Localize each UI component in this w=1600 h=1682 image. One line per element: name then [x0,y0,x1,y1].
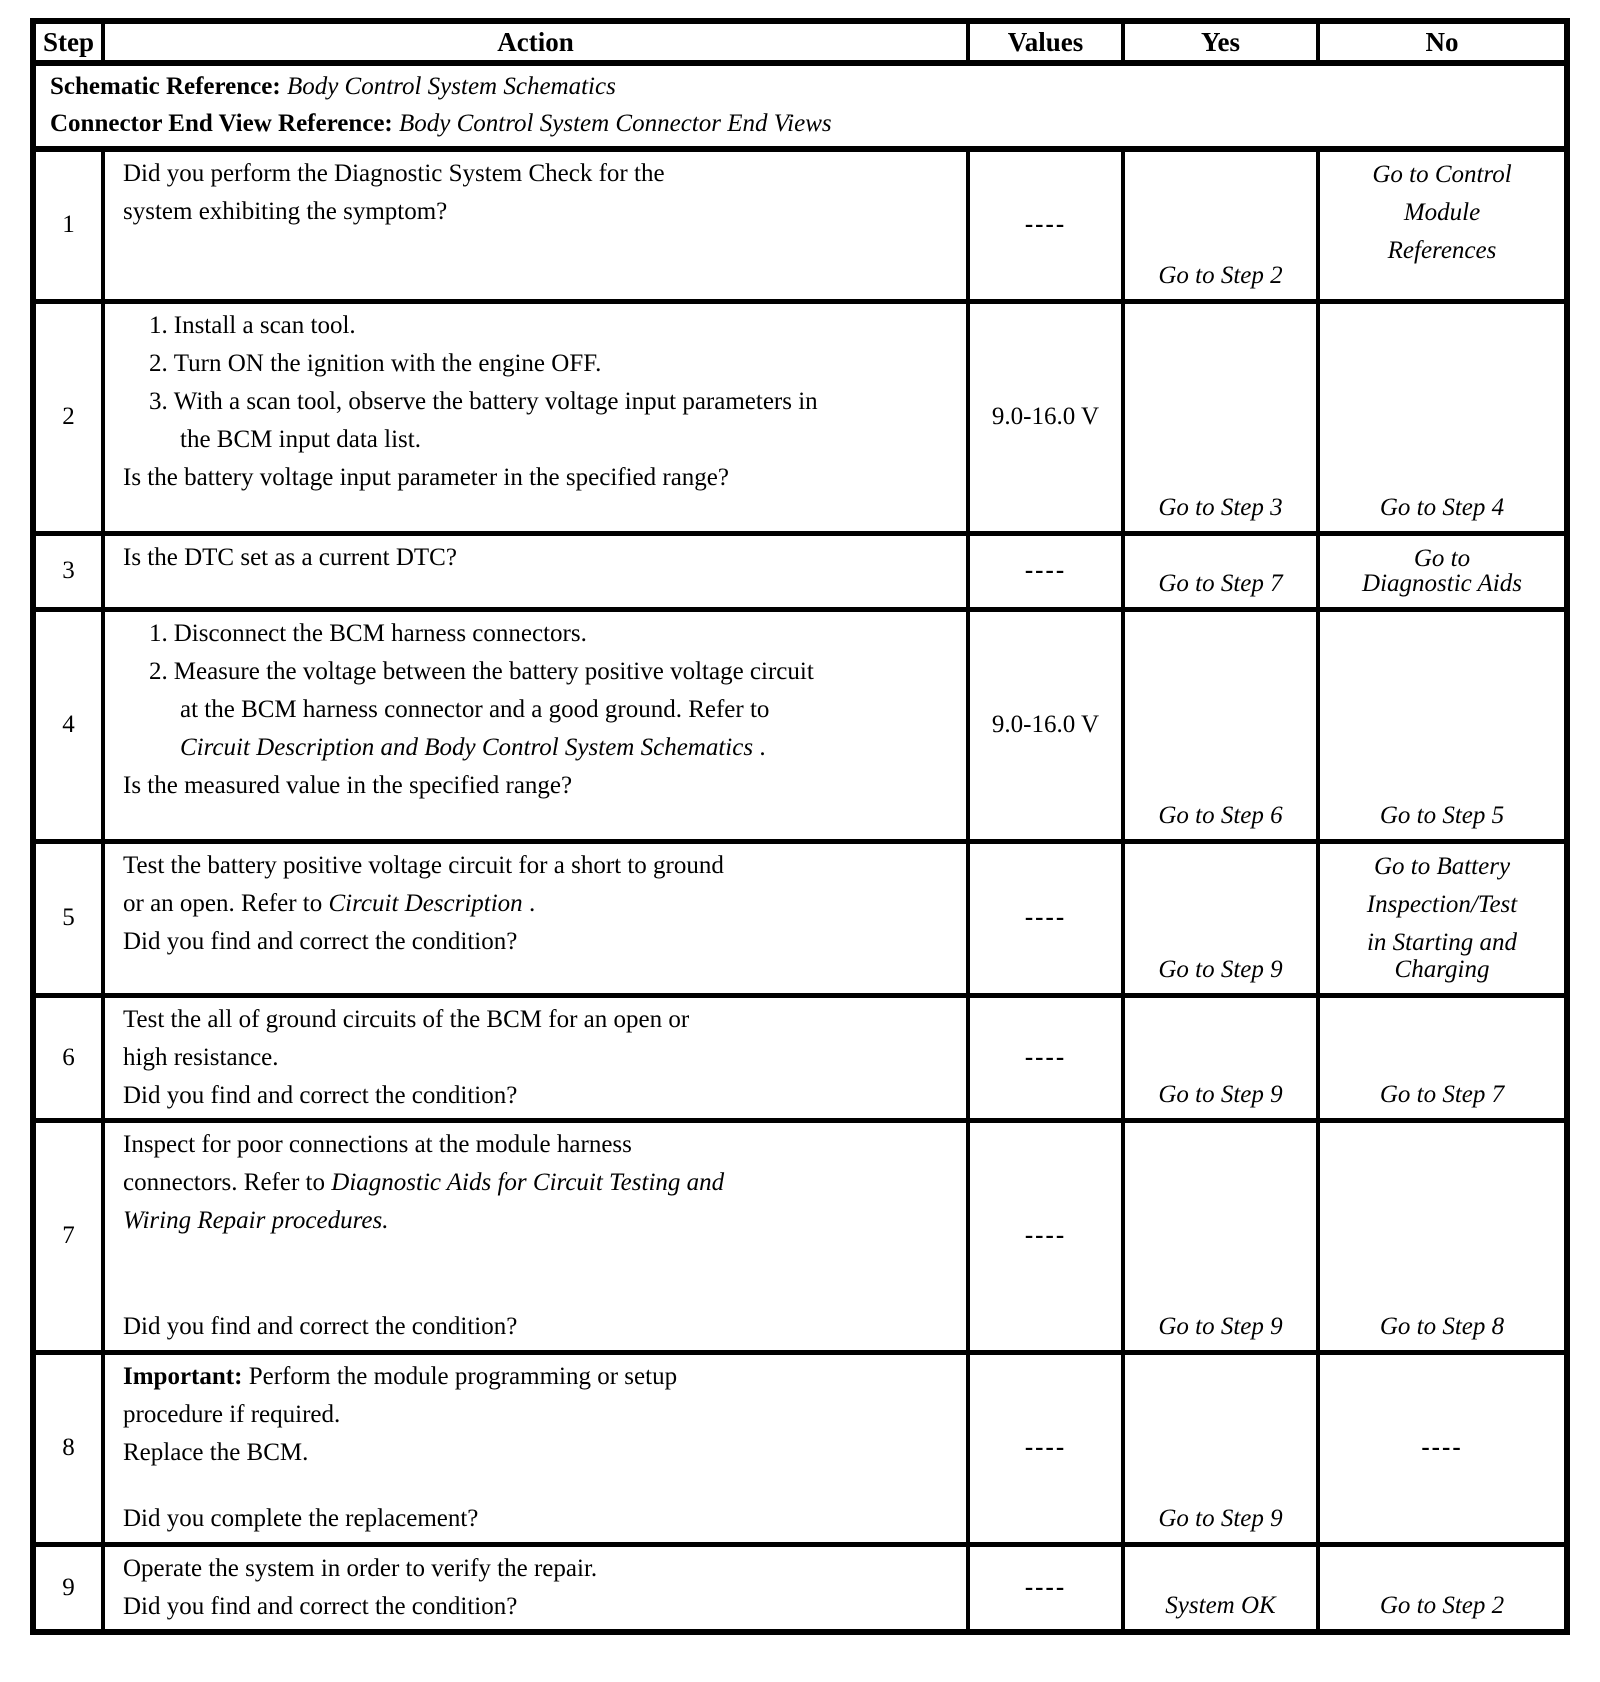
action-cell [103,841,968,995]
action-cell [103,149,968,301]
values-cell [968,533,1123,609]
go-to-reference-line: Module [1403,199,1481,226]
step-number-cell: 4 [33,609,103,841]
text-run: Is the measured value in the specified range? [123,771,573,799]
go-to-reference: Go to Step 9 [1158,1312,1283,1340]
reference-row [33,63,1567,149]
text-run: Test the all of ground circuits of the BCM for an open or high resistance. [123,1005,690,1071]
text-run: Did you find and correct the condition? [123,1592,518,1620]
action-list-item [123,653,820,767]
bold-text: Important: [123,1362,243,1390]
header-row [33,21,1567,63]
value-text: ---- [1024,211,1067,239]
reference-cell [33,63,1567,149]
action-question [123,1308,517,1346]
column-header-values: Values [968,21,1123,63]
text-run: Disconnect the BCM harness connectors. [173,619,587,647]
text-run: Did you find and correct the condition? [123,927,518,955]
go-to-reference-line: Go to Battery [1373,852,1511,880]
text-run: Turn ON the ignition with the engine OFF. [173,349,602,377]
action-text [123,767,733,805]
yes-cell [1123,995,1318,1120]
go-to-reference-line: Inspection/Test [1366,890,1518,918]
no-cell [1318,301,1567,533]
text-run: Test the battery positive voltage circuit for a short to ground or an open. Refer to [123,851,724,917]
value-text: ---- [1024,1222,1067,1249]
connector-reference-label: Connector End View Reference: [50,110,393,137]
action-text [123,923,733,961]
table-header [33,21,1567,63]
no-cell [1318,609,1567,841]
text-run: Did you perform the Diagnostic System Check for the system exhibiting the symptom? [123,160,665,225]
action-text [123,1434,733,1472]
go-to-reference: Go to Step 7 [1379,1080,1505,1108]
value-text: ---- [1024,904,1067,931]
table-row [33,1544,1567,1632]
table-row [33,1120,1567,1352]
italic-reference-text: Circuit Description [328,889,523,917]
yes-cell [1123,149,1318,301]
list-item-number: 1. [149,311,168,339]
value-text: ---- [1024,1043,1067,1071]
table-body [33,63,1567,1632]
step-number-cell: 7 [33,1120,103,1352]
action-question [123,1500,478,1538]
diagnostic-table [30,18,1570,1635]
schematic-reference-value: Body Control System Schematics [286,73,616,100]
step-number-cell: 3 [33,533,103,609]
text-run: Did you find and correct the condition? [123,1081,518,1109]
go-to-reference: Go to Step 2 [1158,261,1283,289]
action-cell [103,1352,968,1544]
value-text: ---- [1024,1573,1067,1601]
no-cell [1318,1120,1567,1352]
text-run: Install a scan tool. [173,311,356,339]
text-run: Did you complete the replacement? [123,1504,479,1532]
go-to-reference-line: References [1387,237,1497,264]
action-cell [103,1544,968,1632]
go-to-reference: Go to Step 7 [1158,569,1283,597]
no-cell [1318,995,1567,1120]
values-cell [968,149,1123,301]
action-text [123,1077,733,1115]
text-run: . [753,733,766,761]
value-text: ---- [1024,1434,1067,1461]
values-cell [968,609,1123,841]
yes-cell [1123,609,1318,841]
list-item-number: 1. [149,619,168,647]
go-to-reference: Go to Step 3 [1158,493,1283,521]
list-item-number: 3. [149,387,168,415]
no-cell [1318,1352,1567,1544]
go-to-reference: System OK [1165,1591,1276,1619]
table-row [33,533,1567,609]
text-run: Is the battery voltage input parameter in the specified range? [123,463,729,491]
column-header-yes: Yes [1123,21,1318,63]
go-to-reference: Go to Step 2 [1379,1591,1505,1619]
table-row [33,149,1567,301]
go-to-reference: Go to Step 6 [1158,801,1283,829]
column-header-no: No [1318,21,1567,63]
action-list-item [123,615,820,653]
action-list-item [123,307,820,345]
values-cell [968,1544,1123,1632]
italic-reference-text: Diagnostic Aids for Circuit Testing and Wiring Repair procedures. [123,1168,725,1234]
action-cell [103,301,968,533]
action-list-item [123,383,820,459]
no-cell [1318,841,1567,995]
table-row [33,1352,1567,1544]
step-number-cell: 2 [33,301,103,533]
action-cell [103,1120,968,1352]
text-run: . [522,889,536,917]
table-row [33,995,1567,1120]
action-text [123,1588,733,1626]
values-cell [968,1120,1123,1352]
action-text [123,1358,733,1434]
go-to-reference-line: in Starting and [1366,928,1517,956]
connector-reference-value: Body Control System Connector End Views [399,110,832,137]
go-to-reference: Go to Step 4 [1379,493,1505,521]
step-number-cell: 8 [33,1352,103,1544]
yes-cell [1123,1544,1318,1632]
yes-cell [1123,841,1318,995]
go-to-reference: Go to Step 5 [1379,801,1505,829]
italic-reference-text: Circuit Description and Body Control System Schematics [180,733,754,761]
go-to-reference-line: Go to [1413,544,1471,572]
column-header-action: Action [103,21,968,63]
go-to-reference-line: Go to Control [1372,161,1512,188]
action-text [123,1001,733,1077]
values-cell [968,841,1123,995]
list-item-number: 2. [149,657,168,685]
action-text [123,459,733,497]
go-to-reference: Diagnostic Aids [1362,569,1522,597]
table-row [33,841,1567,995]
action-text [123,847,733,923]
value-text: ---- [1024,557,1067,584]
yes-cell [1123,1352,1318,1544]
step-number-cell: 9 [33,1544,103,1632]
action-cell [103,533,968,609]
text-run: Did you find and correct the condition? [123,1312,518,1340]
yes-cell [1123,533,1318,609]
column-header-step: Step [33,21,103,63]
schematic-reference-label: Schematic Reference: [50,73,281,100]
action-cell [103,609,968,841]
text-run: Perform the module programming or setup procedure if required. [123,1362,678,1428]
step-number-cell: 6 [33,995,103,1120]
table-row [33,301,1567,533]
go-to-reference [1326,846,1558,962]
step-number-cell: 5 [33,841,103,995]
action-text [123,539,733,577]
value-text: 9.0-16.0 V [991,711,1100,738]
action-text [123,1126,733,1240]
table-row [33,609,1567,841]
yes-cell [1123,1120,1318,1352]
text-run: Operate the system in order to verify the repair. [123,1554,598,1582]
no-cell [1318,149,1567,301]
no-cell [1318,1544,1567,1632]
values-cell [968,1352,1123,1544]
action-list-item [123,345,820,383]
connector-reference-line [50,105,1554,142]
go-to-reference: Charging [1394,955,1490,983]
action-text [123,1550,733,1588]
values-cell [968,301,1123,533]
list-item-number: 2. [149,349,168,377]
text-run: Replace the BCM. [123,1438,309,1466]
text-run: Is the DTC set as a current DTC? [123,543,457,571]
go-to-reference: Go to Step 8 [1379,1312,1505,1340]
text-run: Inspect for poor connections at the module harness connectors. Refer to [123,1130,632,1196]
text-run: Measure the voltage between the battery positive voltage circuit at the BCM harness connector and a good ground. Refer to [173,657,814,723]
values-cell [968,995,1123,1120]
text-run: With a scan tool, observe the battery voltage input parameters in the BCM input data list. [173,387,818,453]
schematic-reference-line [50,68,1554,105]
no-cell [1318,533,1567,609]
go-to-reference: Go to Step 9 [1158,1080,1283,1108]
go-to-reference: Go to Step 9 [1158,1504,1283,1532]
step-number-cell: 1 [33,149,103,301]
action-cell [103,995,968,1120]
action-text [123,155,733,231]
value-text: 9.0-16.0 V [991,403,1100,430]
go-to-reference: Go to Step 9 [1158,955,1283,983]
go-to-reference [1326,154,1558,270]
yes-cell [1123,301,1318,533]
value-text: ---- [1421,1434,1463,1461]
